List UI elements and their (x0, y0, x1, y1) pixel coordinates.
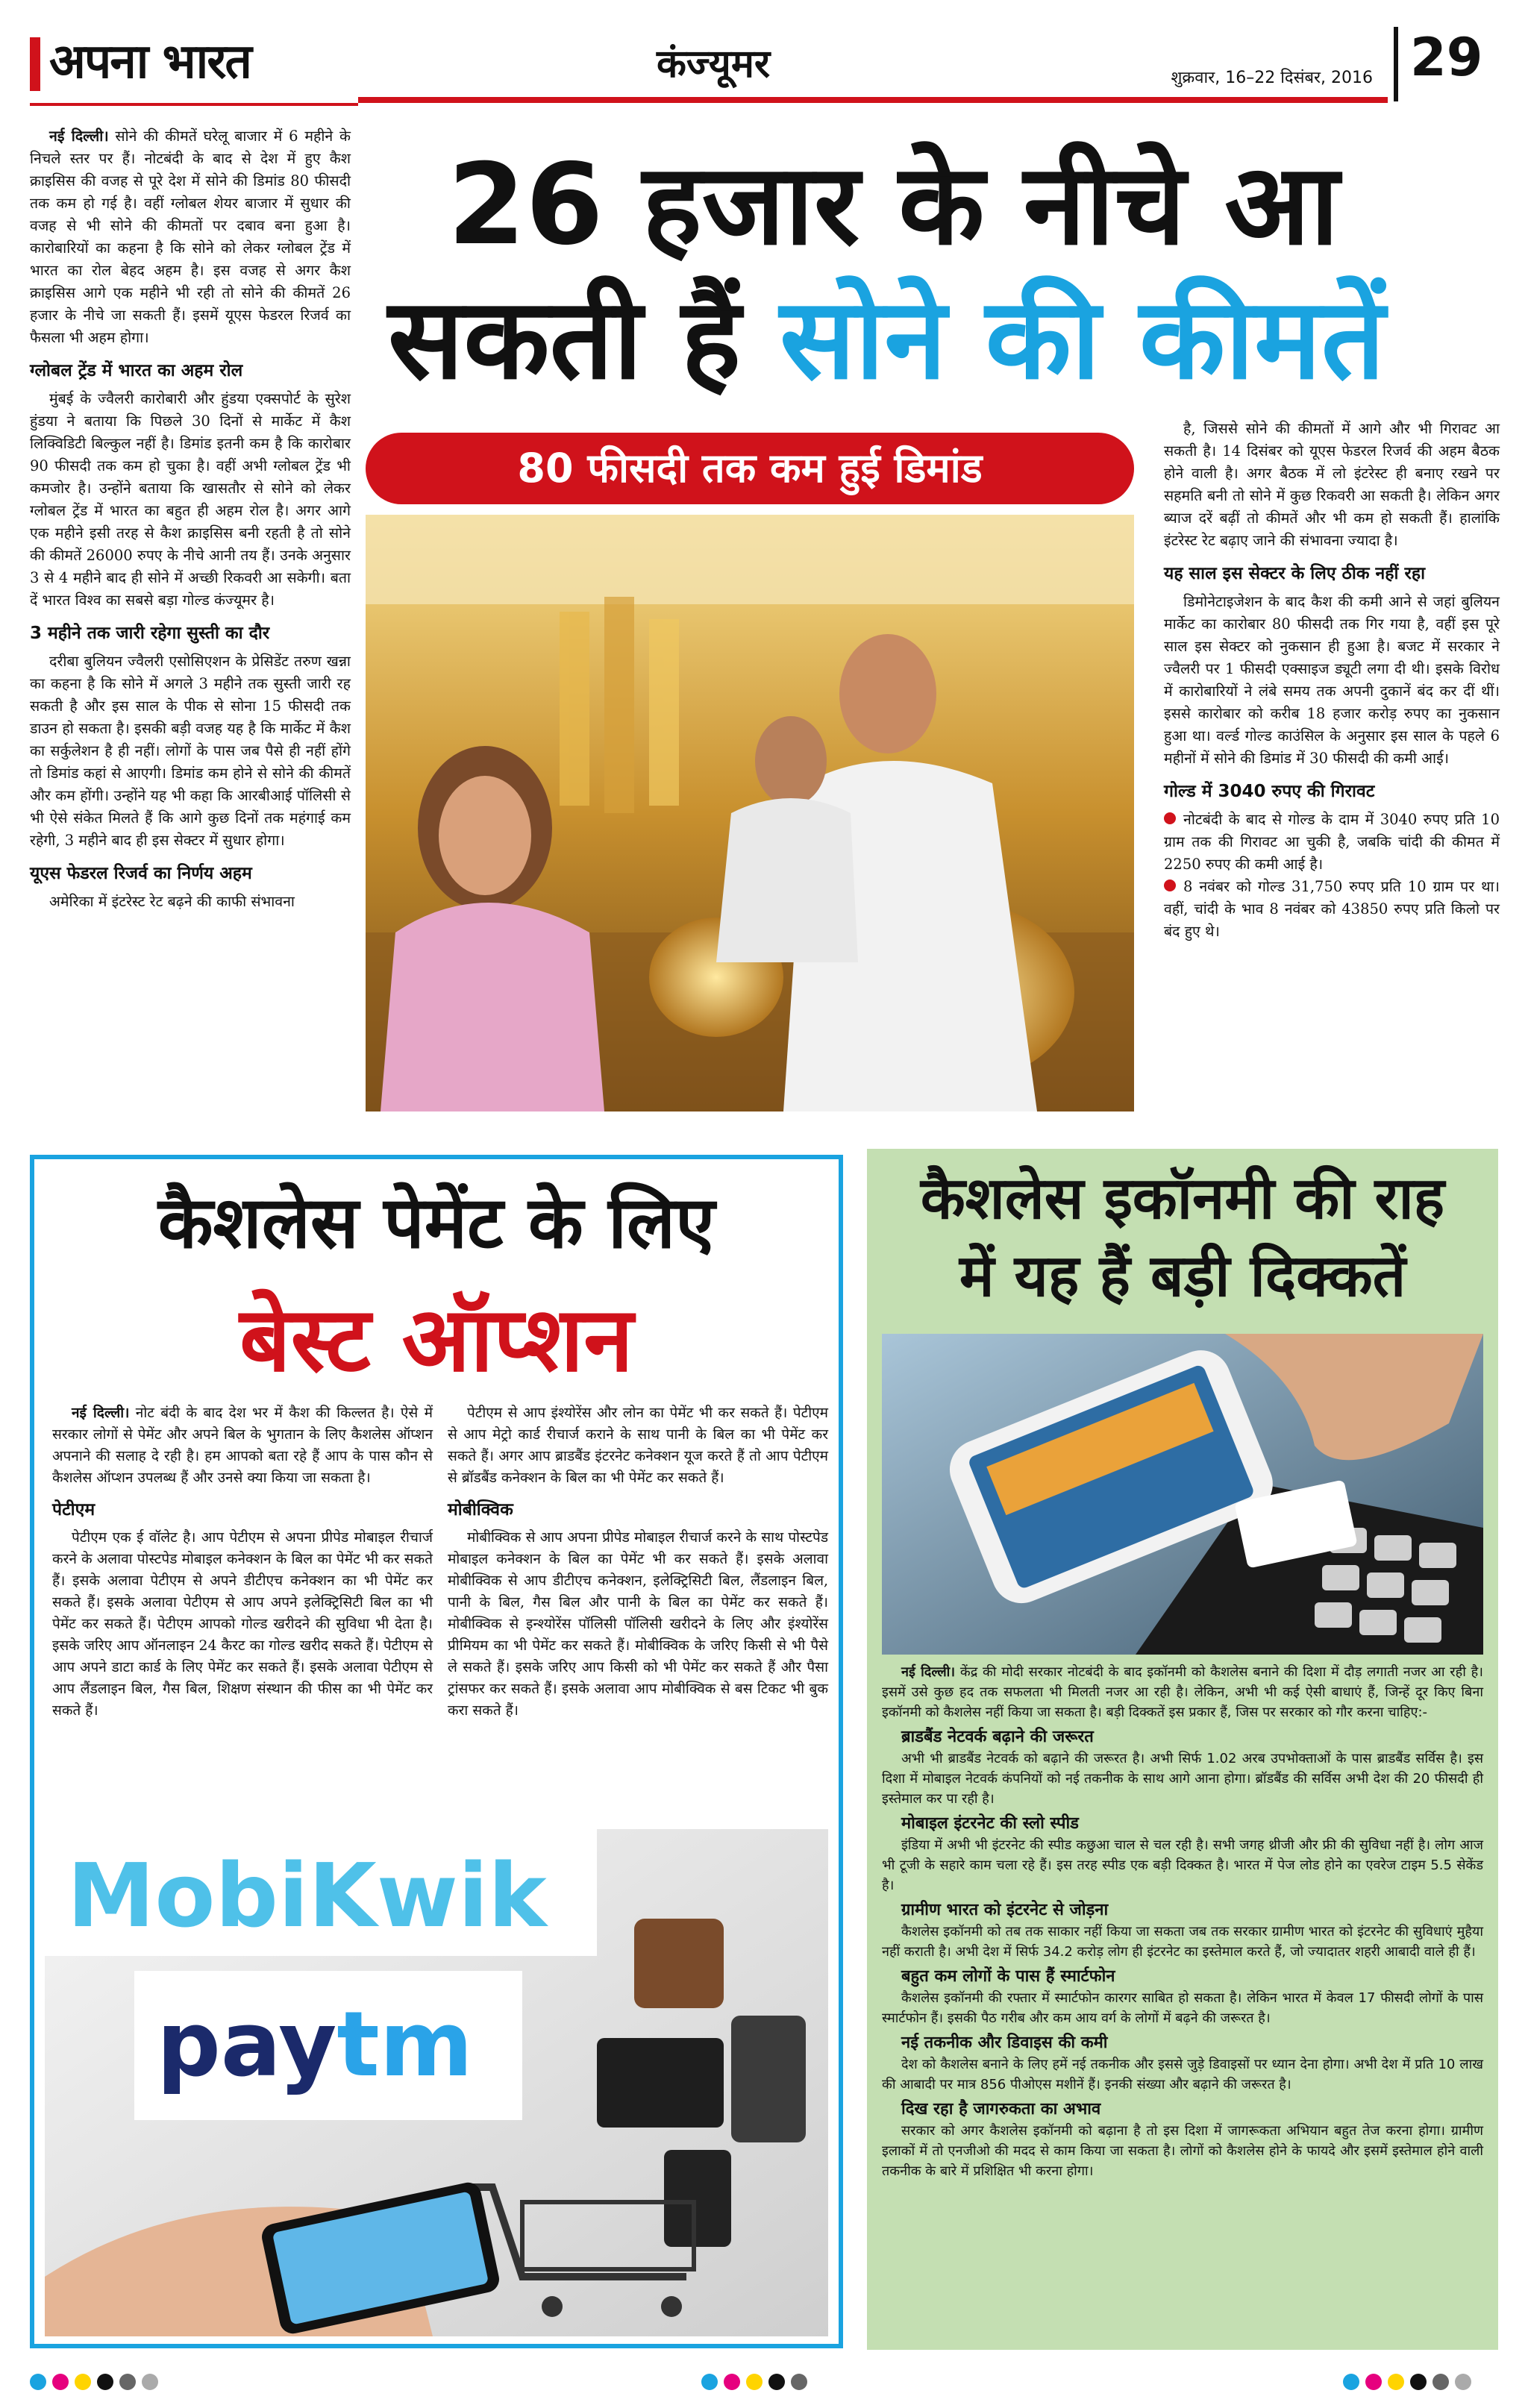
dot-magenta (724, 2374, 740, 2390)
paragraph: सरकार को अगर कैशलेस इकॉनमी को बढ़ाना है तो इस दिशा में जागरूकता अभियान बहुत तेज करना होगा। ग्रामीण इलाकों में तो एनजीओ की मदद से काम किया जा सकता है। लोगों को कैशलेस होने के फायदे और इसमें इस्तेमाल होने वाली तकनीक के बारे में प्रशिक्षित भी करना होगा। (882, 2123, 1483, 2179)
subhead: ग्रामीण भारत को इंटरनेट से जोड़ना (901, 1901, 1109, 1919)
dot-magenta (52, 2374, 69, 2390)
main-headline-line2 (388, 276, 1492, 403)
dot-black (768, 2374, 785, 2390)
cashless-col-1 (52, 1402, 433, 1722)
dot-yellow (746, 2374, 763, 2390)
subhead: ब्राडबैंड नेटवर्क बढ़ाने की जरूरत (901, 1728, 1094, 1746)
bullet-icon (1164, 880, 1176, 891)
subhead: गोल्ड में 3040 रुपए की गिरावट (1164, 782, 1375, 801)
jewelry-shop-illustration (366, 515, 1134, 1111)
subhead: यह साल इस सेक्टर के लिए ठीक नहीं रहा (1164, 564, 1426, 583)
economy-headline-2: में यह हैं बड़ी दिक्कतें (959, 1243, 1406, 1310)
paragraph: कैशलेस इकॉनमी की रफ्तार में स्मार्टफोन कारगर साबित हो सकता है। लेकिन भारत में केवल 17 फीसदी लोगों के पास स्मार्टफोन हैं। इसकी पैठ गरीब और कम आय वर्ग के लोगों में बढ़ने की जरूरत है। (882, 1990, 1483, 2026)
card-payment-photo (882, 1334, 1483, 1655)
intro-lead: नई दिल्ली। (72, 1405, 130, 1421)
bullet-item (1164, 876, 1500, 943)
intro-lead: नई दिल्ली। (49, 128, 109, 145)
paragraph: देश को कैशलेस बनाने के लिए हमें नई तकनीक और इससे जुड़े डिवाइसों पर ध्यान देना होगा। अभी देश में प्रति 10 लाख की आबादी पर मात्र 856 पीओएस मशीनें हैं। इनकी संख्या और बढ़ाने की जरूरत है। (882, 2057, 1483, 2092)
dot-cyan (701, 2374, 718, 2390)
masthead-logo-area (30, 21, 358, 106)
newspaper-logo: अपना भारत (49, 34, 251, 90)
section-header (358, 30, 1388, 103)
registration-dots-center (701, 2374, 813, 2392)
dot-black (1410, 2374, 1427, 2390)
section-title: कंज्यूमर (657, 42, 771, 87)
subhead: नई तकनीक और डिवाइस की कमी (901, 2034, 1108, 2052)
subhead: यूएस फेडरल रिजर्व का निर्णय अहम (30, 864, 252, 883)
paragraph: मुंबई के ज्वैलरी कारोबारी और हुंडया एक्सपोर्ट के सुरेश हुंडया ने बताया कि पिछले 30 दिनों से मार्केट में कैश लिक्विडिटी बिल्कुल नहीं है। डिमांड इतनी कम है कि कारोबार 90 फीसदी तक कम हो चुका है। वहीं अभी ग्लोबल ट्रेंड भी कमजोर है। उन्होंने बताया कि खासतौर से सोने को लेकर ग्लोबल ट्रेंड में भारत का बहुत ही अहम रोल है। अगर आगे एक महीने इसी तरह से कैश क्राइसिस बनी रहती है तो सोने की कीमतें 26000 रुपए के नीचे आनी तय हैं। उनके अनुसार 3 से 4 महीने बाद ही सोने में अच्छी रिकवरी आ सकेगी। बता दें भारत विश्व का सबसे बड़ा गोल्ड कंज्यूमर है। (30, 390, 351, 609)
paragraph: दरीबा बुलियन ज्वैलरी एसोसिएशन के प्रेसिडेंट तरुण खन्ना का कहना है कि सोने में अगले 3 महीने तक सुस्ती जारी रह सकती है और इस साल के पीक से सोना 15 फीसदी तक डाउन हो सकता है। इसकी बड़ी वजह यह है कि मार्केट में कैश का सर्कुलेशन है ही नहीं। लोगों के पास जब पैसे ही नहीं होंगे तो डिमांड कहां से आएगी। डिमांड कम होने से सोने की कीमतें और कम होंगी। उन्होंने यह भी कहा कि आरबीआई पॉलिसी से भी ऐसे संकेत मिलते हैं कि आगे कुछ दिनों तक महंगाई कम रहेगी, 3 महीने बाद ही इस सेक्टर में सुधार होगा। (30, 653, 351, 849)
card-payment-illustration (882, 1334, 1483, 1655)
paragraph: इंडिया में अभी भी इंटरनेट की स्पीड कछुआ चाल से चल रही है। सभी जगह थ्रीजी और फ्री की सुविधा नहीं है। लोग आज भी टूजी के सहारे काम चला रहे हैं। इस तरह स्पीड एक बड़ी दिक्कत है। भारत में पेज लोड होने का एवरेज टाइम 5.5 सेकेंड है। (882, 1837, 1483, 1893)
cashless-headline-2: बेस्ट ऑप्शन (239, 1288, 633, 1392)
dot-cyan (30, 2374, 46, 2390)
paytm-logo: paytm (157, 1993, 473, 2097)
logo-bar (30, 37, 40, 91)
subhead: बहुत कम लोगों के पास हैं स्मार्टफोन (901, 1967, 1115, 1986)
dot-lightgray (1455, 2374, 1471, 2390)
subhead: मोबीक्विक (448, 1500, 513, 1520)
subhead: पेटीएम (52, 1500, 96, 1520)
economy-text (882, 1662, 1483, 2181)
bullet-icon (1164, 812, 1176, 824)
subhead: ग्लोबल ट्रेंड में भारत का अहम रोल (30, 361, 243, 380)
paragraph: मोबीक्विक से आप अपना प्रीपेड मोबाइल रीचार्ज करने के साथ पोस्टपेड मोबाइल कनेक्शन के बिल का पेमेंट भी कर सकते हैं। इसके अलावा मोबीक्विक से आप डीटीएच कनेक्शन, इलेक्ट्रिसिटी बिल, लैंडलाइन बिल, पानी के बिल, गैस बिल और पानी के बिल का पेमेंट कर सकते हैं। मोबीक्विक से इन्श्योरेंस पॉलिसी पॉलिसी खरीदने के लिए और इंश्योरेंस प्रीमियम का भी पेमेंट कर सकते हैं। मोबीक्विक के जरिए किसी से भी पैसे ले सकते हैं। इसके जरिए आप किसी को भी पेमेंट कर सकते हैं और पैसा ट्रांसफर कर सकते हैं। इसके अलावा आप मोबीक्विक से बस टिकट भी बुक करा सकते हैं। (448, 1529, 828, 1719)
intro-text: सोने की कीमतें घरेलू बाजार में 6 महीने के निचले स्तर पर हैं। नोटबंदी के बाद से देश में हुए कैश क्राइसिस की वजह से पूरे देश में सोने की डिमांड 80 फीसदी तक कम हो गई है। वहीं ग्लोबल शेयर बाजार में सुधार की वजह से भी सोने की कीमतों पर दबाव बना हुआ है। कारोबारियों का कहना है कि सोने को लेकर ग्लोबल ट्रेंड में भारत का रोल बेहद अहम है। इस वजह से अगर कैश क्राइसिस आगे एक महीने भी रही तो सोने की कीमतें 26 हजार के नीचे जा सकती हैं। इसमें यूएस फेडरल रिजर्व का फैसला भी अहम होगा। (30, 128, 351, 346)
paragraph: डिमोनेटाइजेशन के बाद कैश की कमी आने से जहां बुलियन मार्केट का कारोबार 80 फीसदी तक गिर गया है, वहीं इस पूरे साल इस सेक्टर को नुकसान ही हुआ है। बजट में सरकार ने ज्वैलरी पर 1 फीसदी एक्साइज ड्यूटी लगा दी थी। इसके विरोध में कारोबारियों ने लंबे समय तक अपनी दुकानें बंद कर दीं थीं। इससे कारोबार को करीब 18 हजार करोड़ रुपए का नुकसान हुआ था। वर्ल्ड गोल्ड काउंसिल के अनुसार इस साल के पहले 6 महीनों में सोने की डिमांड में 30 फीसदी की कमी आई। (1164, 593, 1500, 767)
dot-gray (1432, 2374, 1449, 2390)
bullet-item (1164, 809, 1500, 876)
paragraph: पेटीएम से आप इंश्योरेंस और लोन का पेमेंट भी कर सकते हैं। पेटीएम से आप मेट्रो कार्ड रीचार्ज कराने के साथ पानी के बिल का भी पेमेंट कर सकते हैं। अगर आप ब्राडबैंड इंटरनेट कनेक्शन यूज करते हैं तो आप पेटीएम से ब्रॉडबैंड कनेक्शन के बिल का भी पेमेंट कर सकते हैं। (448, 1405, 828, 1486)
paragraph: कैशलेस इकॉनमी को तब तक साकार नहीं किया जा सकता जब तक सरकार ग्रामीण भारत को इंटरनेट की सुविधाएं मुहैया नहीं कराती है। अभी देश में सिर्फ 34.2 करोड़ लोग ही इंटरनेट का इस्तेमाल करते हैं, जो ज्यादातर शहरी आबादी वाले ही हैं। (882, 1924, 1483, 1960)
economy-headline (867, 1160, 1498, 1315)
wallet-logos-illustration (45, 1829, 828, 2336)
registration-dots-right (1343, 2374, 1477, 2392)
economy-headline-1: कैशलेस इकॉनमी की राह (920, 1165, 1445, 1232)
dot-yellow (1388, 2374, 1404, 2390)
right-column (1164, 418, 1500, 943)
wallet-logos-photo (45, 1829, 828, 2336)
main-headline-line1: 26 हजार के नीचे आ (448, 140, 1339, 270)
intro-text: केंद्र की मोदी सरकार नोटबंदी के बाद इकॉनमी को कैशलेस बनाने की दिशा में दौड़ लगाती नजर आ रही है। इसमें उसे कुछ हद तक सफलता भी मिलती नजर आ रही है। लेकिन, अभी भी कई ऐसी बाधाएं हैं, जिन्हें दूर किए बिना इकॉनमी को कैशलेस नहीं किया जा सकता है। बड़ी दिक्कतें इस प्रकार हैं, जिस पर सरकार को गौर करना चाहिए:- (882, 1664, 1483, 1720)
intro-text: नोट बंदी के बाद देश भर में कैश की किल्लत है। ऐसे में सरकार लोगों से पेमेंट और अपने बिल के भुगतान के लिए कैशलेस ऑप्शन अपनाने की सलाह दे रही है। हम आपको बता रहे हैं आप के पास कौन से कैशलेस ऑप्शन उपलब्ध हैं और उनसे क्या किया जा सकता है। (52, 1405, 433, 1486)
dot-black (97, 2374, 113, 2390)
page-number: 29 (1394, 27, 1498, 101)
registration-dots-left (30, 2374, 164, 2392)
bullet-text: 8 नवंबर को गोल्ड 31,750 रुपए प्रति 10 ग्राम पर था। वहीं, चांदी के भाव 8 नवंबर को 43850 रुपए प्रति किलो पर बंद हुए थे। (1164, 878, 1500, 940)
dot-lightgray (142, 2374, 158, 2390)
intro-lead: नई दिल्ली। (901, 1664, 956, 1680)
paragraph: अमेरिका में इंटरेस्ट रेट बढ़ने की काफी संभावना (49, 893, 295, 910)
dot-gray (119, 2374, 136, 2390)
mobikwik-logo: MobiKwik (67, 1844, 547, 1947)
headline-deck: 80 फीसदी तक कम हुई डिमांड (366, 433, 1134, 504)
subhead: दिख रहा है जागरुकता का अभाव (901, 2100, 1101, 2119)
left-column (30, 125, 351, 913)
paragraph: है, जिससे सोने की कीमतों में आगे और भी गिरावट आ सकती है। 14 दिसंबर को यूएस फेडरल रिजर्व की अहम बैठक होने वाली है। अगर बैठक में लो इंटरेस्ट ही बनाए रखने पर सहमति बनी तो सोने में कुछ रिकवरी आ सकती है। लेकिन अगर ब्याज दरें बढ़ीं तो कीमतें और भी कम हो सकती हैं। हालांकि इंटरेस्ट रेट बढ़ाए जाने की संभावना ज्यादा है। (1164, 420, 1500, 549)
cashless-col-2 (448, 1402, 828, 1722)
dot-cyan (1343, 2374, 1359, 2390)
dot-yellow (75, 2374, 91, 2390)
subhead: मोबाइल इंटरनेट की स्लो स्पीड (901, 1814, 1079, 1833)
subhead: 3 महीने तक जारी रहेगा सुस्ती का दौर (30, 624, 270, 643)
paragraph: पेटीएम एक ई वॉलेट है। आप पेटीएम से अपना प्रीपेड मोबाइल रीचार्ज करने के अलावा पोस्टपेड मोबाइल कनेक्शन के बिल का पेमेंट भी कर सकते हैं। इसके अलावा पेटीएम से अपने डीटीएच कनेक्शन का भी पेमेंट कर सकते हैं। इसके अलावा पेटीएम से आप अपने इलेक्ट्रिसिटी बिल का भी पेमेंट कर सकते हैं। पेटीएम आपको गोल्ड खरीदने की सुविधा भी देता है। इसके जरिए आप ऑनलाइन 24 कैरट का गोल्ड खरीद सकते हैं। पेटीएम से आप अपने डाटा कार्ड के लिए पेमेंट कर सकते हैं। इसके अलावा पेटीएम से आप लैंडलाइन बिल, गैस बिल, शिक्षण संस्थान की फीस का भी पेमेंट कर सकते हैं। (52, 1529, 433, 1719)
dateline: शुक्रवार, 16–22 दिसंबर, 2016 (1171, 69, 1373, 87)
dot-magenta (1365, 2374, 1382, 2390)
headline-dark-part: सकती हैं (388, 275, 741, 404)
headline-blue-part: सोने की कीमतें (780, 275, 1385, 404)
cashless-headline-1: कैशलेस पेमेंट के लिए (157, 1181, 716, 1264)
jewelry-shop-photo (366, 515, 1134, 1111)
paragraph: अभी भी ब्राडबैंड नेटवर्क को बढ़ाने की जरूरत है। अभी सिर्फ 1.02 अरब उपभोक्ताओं के पास ब्राडबैंड सर्विस है। इस दिशा में मोबाइल नेटवर्क कंपनियों को नई तकनीक के साथ आगे आना होगा। ब्रॉडबैंड की सर्विस अभी देश की 20 फीसदी ही इस्तेमाल कर पा रही है। (882, 1751, 1483, 1807)
dot-gray (791, 2374, 807, 2390)
bullet-text: नोटबंदी के बाद से गोल्ड के दाम में 3040 रुपए प्रति 10 ग्राम तक की गिरावट आ चुकी है, जबकि चांदी की कीमत में 2250 रुपए की कमी आई है। (1164, 811, 1500, 873)
